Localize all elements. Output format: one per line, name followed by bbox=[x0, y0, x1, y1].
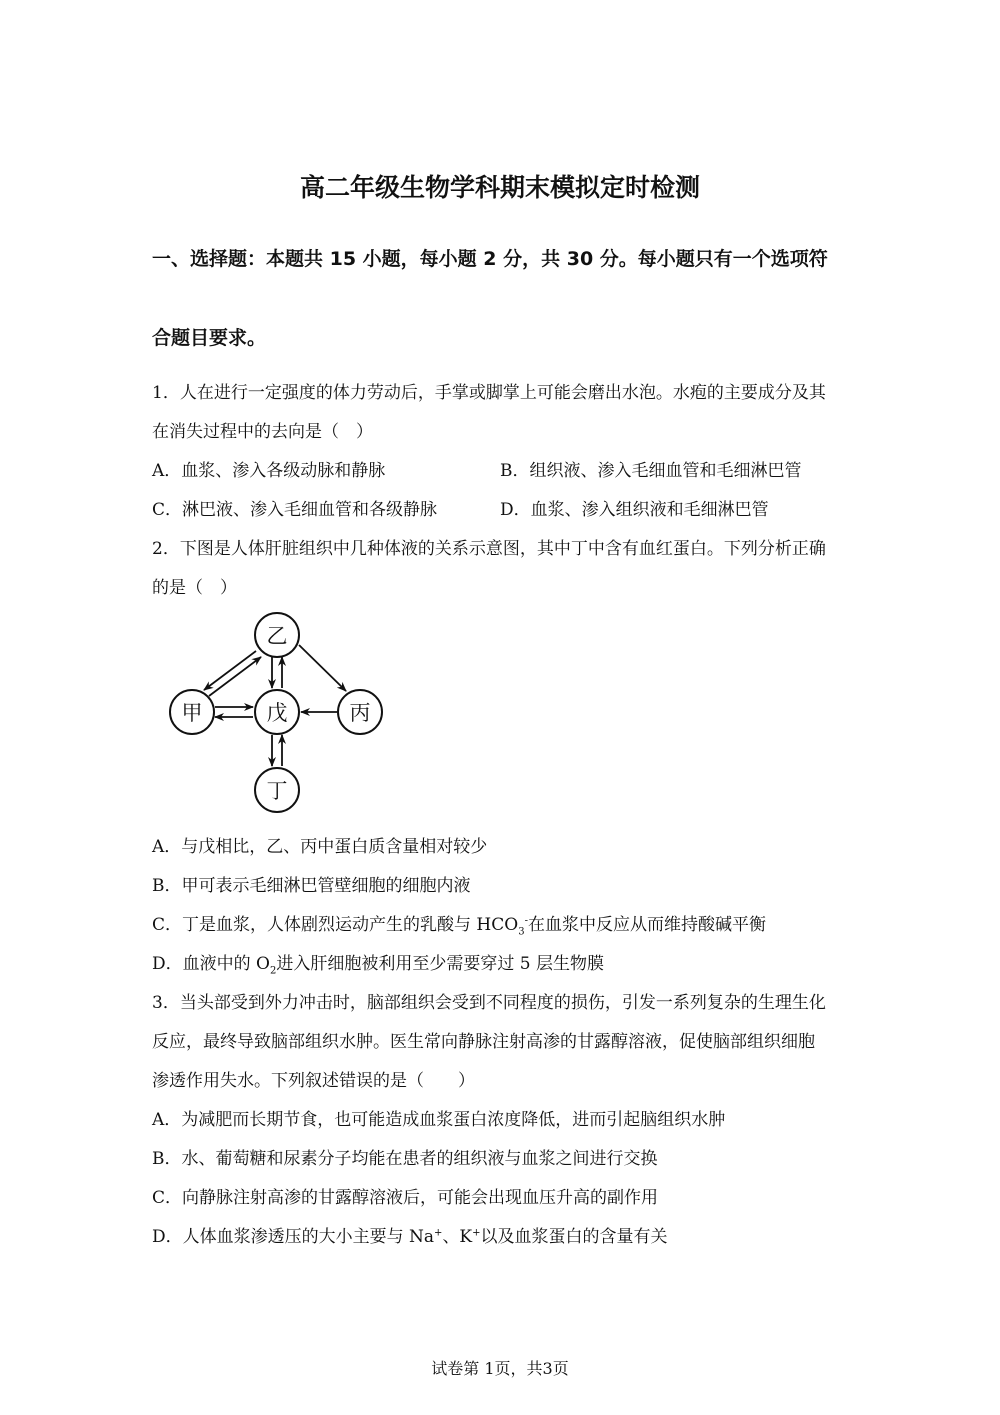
q1-stem-line1: 1．人在进行一定强度的体力劳动后，手掌或脚掌上可能会磨出水泡。水疱的主要成分及其 bbox=[152, 383, 826, 403]
arrow-left-to-top bbox=[209, 657, 261, 696]
node-label-center: 戊 bbox=[266, 701, 288, 725]
q2-option-b: B．甲可表示毛细淋巴管壁细胞的细胞内液 bbox=[152, 876, 471, 896]
q2-stem-line1: 2．下图是人体肝脏组织中几种体液的关系示意图，其中丁中含有血红蛋白。下列分析正确 bbox=[152, 539, 826, 559]
q3-option-d: D．人体血浆渗透压的大小主要与 Na+、K+以及血浆蛋白的含量有关 bbox=[152, 1227, 668, 1247]
q1-stem-line2: 在消失过程中的去向是（ ） bbox=[152, 422, 373, 442]
q2-stem-line2: 的是（ ） bbox=[152, 578, 237, 598]
body-fluid-diagram bbox=[160, 605, 400, 820]
q1-option-a: A．血浆、渗入各级动脉和静脉 bbox=[152, 461, 386, 481]
q1-option-c: C．淋巴液、渗入毛细血管和各级静脉 bbox=[152, 500, 438, 520]
q2-option-d: D．血液中的 $O_2$进入肝细胞被利用至少需要穿过 5 层生物膜 bbox=[152, 954, 604, 977]
q1-option-b: B．组织液、渗入毛细血管和毛细淋巴管 bbox=[500, 461, 802, 481]
node-label-bottom: 丁 bbox=[266, 779, 288, 803]
q3-stem-line2: 反应，最终导致脑部组织水肿。医生常向静脉注射高渗的甘露醇溶液，促使脑部组织细胞 bbox=[152, 1032, 815, 1052]
node-label-right: 丙 bbox=[349, 701, 371, 725]
section-heading-line2: 合题目要求。 bbox=[152, 327, 267, 349]
q3-option-b: B．水、葡萄糖和尿素分子均能在患者的组织液与血浆之间进行交换 bbox=[152, 1149, 658, 1169]
q2-option-c: C．丁是血浆，人体剧烈运动产生的乳酸与 $HCO_3^-$在血浆中反应从而维持酸碱平衡 bbox=[152, 915, 766, 938]
page-title: 高二年级生物学科期末模拟定时检测 bbox=[299, 173, 700, 202]
node-label-top: 乙 bbox=[266, 624, 288, 648]
page-footer: 试卷第 1页，共3页 bbox=[431, 1359, 569, 1378]
node-label-left: 甲 bbox=[181, 701, 203, 725]
q1-option-d: D．血浆、渗入组织液和毛细淋巴管 bbox=[500, 500, 769, 520]
q3-option-c: C．向静脉注射高渗的甘露醇溶液后，可能会出现血压升高的副作用 bbox=[152, 1188, 659, 1208]
q3-stem-line1: 3．当头部受到外力冲击时，脑部组织会受到不同程度的损伤，引发一系列复杂的生理生化 bbox=[152, 993, 826, 1013]
section-heading-line1: 一、选择题：本题共 15 小题，每小题 2 分，共 30 分。每小题只有一个选项符 bbox=[152, 248, 828, 270]
arrow-top-to-right bbox=[299, 645, 346, 691]
q3-option-a: A．为减肥而长期节食，也可能造成血浆蛋白浓度降低，进而引起脑组织水肿 bbox=[152, 1110, 726, 1130]
arrow-top-to-left bbox=[204, 651, 256, 690]
q3-stem-line3: 渗透作用失水。下列叙述错误的是（ ） bbox=[152, 1071, 475, 1091]
q2-option-a: A．与戊相比，乙、丙中蛋白质含量相对较少 bbox=[152, 837, 488, 857]
